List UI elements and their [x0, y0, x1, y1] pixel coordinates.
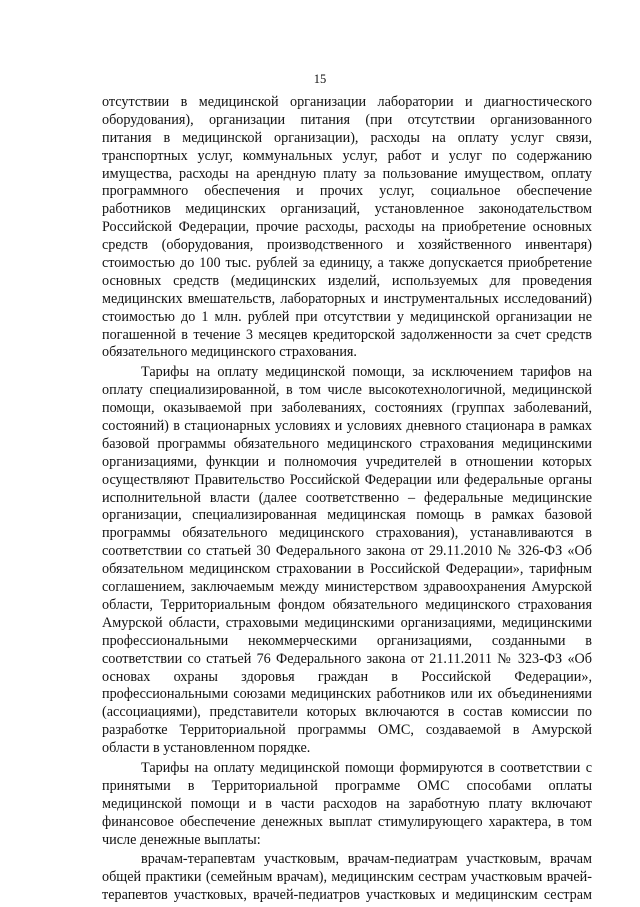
text-line: врачам-терапевтам участковым, врачам-педиатрам участковым, врачам: [141, 851, 592, 868]
text-line: медицинской помощи и в части расходов на заработную плату включают: [102, 795, 592, 812]
text-line: медицинских вмешательств, лабораторных и инструментальных исследований): [102, 290, 592, 307]
text-line: терапевтов участковых, врачей-педиатров участковых и медицинским сестрам: [102, 887, 592, 904]
text-line: исполнительной власти (далее соответственно – федеральные медицинские: [102, 489, 592, 506]
text-line: программы обязательного медицинского страхования), устанавливаются в: [102, 525, 592, 542]
text-line: оборудования), организации питания (при отсутствии организованного: [102, 111, 592, 128]
text-line: программного обеспечения и прочих услуг, социальное обеспечение: [102, 183, 592, 200]
text-line: стоимостью до 1 млн. рублей при отсутствии у медицинской организации не: [102, 308, 592, 325]
text-line: погашенной в течение 3 месяцев кредиторской задолженности за счет средств: [102, 326, 592, 343]
text-line: организациями, функции и полномочия учредителей в отношении которых: [102, 453, 592, 470]
text-line: Амурской области, страховыми медицинскими организациями, медицинскими: [102, 614, 592, 631]
text-line: области в установленном порядке.: [102, 740, 311, 757]
text-line: соответствии со статьей 76 Федерального закона от 21.11.2011 № 323-ФЗ «Об: [102, 650, 592, 667]
text-line: основных средств (медицинских изделий, используемых для проведения: [102, 272, 592, 289]
text-line: Тарифы на оплату медицинской помощи, за исключением тарифов на: [141, 364, 592, 381]
text-line: помощи, оказываемой при заболеваниях, состояниях (группах заболеваний,: [102, 400, 592, 417]
text-line: обязательного медицинского страхования.: [102, 344, 357, 361]
text-line: финансовое обеспечение денежных выплат стимулирующего характера, в том: [102, 813, 592, 830]
text-line: Российской Федерации, прочие расходы, расходы на приобретение основных: [102, 219, 592, 236]
text-line: общей практики (семейным врачам), медицинским сестрам участковым врачей-: [102, 869, 592, 886]
text-line: имущества, расходы на арендную плату за пользование имуществом, оплату: [102, 165, 592, 182]
text-line: (ассоциациями), представители которых включаются в состав комиссии по: [102, 704, 592, 721]
paragraph: [102, 364, 592, 758]
text-line: средств (оборудования, производственного и хозяйственного инвентаря): [102, 237, 592, 254]
text-line: принятыми в Территориальной программе ОМС способами оплаты: [102, 777, 592, 794]
text-line: оплату специализированной, в том числе высокотехнологичной, медицинской: [102, 382, 592, 399]
paragraph: [102, 94, 592, 362]
text-line: обязательном медицинском страховании в Российской Федерации», тарифным: [102, 561, 592, 578]
text-line: организации, специализированная медицинская помощь в рамках базовой: [102, 507, 592, 524]
text-line: соглашением, заключаемым между министерством здравоохранения Амурской: [102, 579, 592, 596]
text-line: разработке Территориальной программы ОМС, создаваемой в Амурской: [102, 722, 592, 739]
text-line: соответствии со статьей 30 Федерального закона от 29.11.2010 № 326-ФЗ «Об: [102, 543, 592, 560]
text-line: области, Территориальным фондом обязательного медицинского страхования: [102, 596, 592, 613]
text-line: отсутствии в медицинской организации лаборатории и диагностического: [102, 94, 592, 110]
text-line: работников медицинских организаций, установленное законодательством: [102, 201, 592, 218]
paragraph: [102, 760, 592, 849]
text-line: профессиональными некоммерческими организациями, созданными в: [102, 632, 592, 649]
text-line: базовой программы обязательного медицинского страхования медицинскими: [102, 435, 592, 452]
text-line: транспортных услуг, коммунальных услуг, работ и услуг по содержанию: [102, 147, 592, 164]
text-line: осуществляют Правительство Российской Федерации или федеральные органы: [102, 471, 592, 488]
text-line: профессиональными союзами медицинских работников или их объединениями: [102, 686, 592, 703]
text-line: числе денежные выплаты:: [102, 831, 261, 848]
paragraph: [102, 851, 592, 905]
text-line: стоимостью до 100 тыс. рублей за единицу, а также допускается приобретение: [102, 255, 592, 272]
document-body: [102, 94, 592, 907]
text-line: основах охраны здоровья граждан в Российской Федерации»,: [102, 668, 592, 685]
text-line: Тарифы на оплату медицинской помощи формируются в соответствии с: [141, 759, 592, 776]
text-line: состояний) в стационарных условиях и условиях дневного стационара в рамках: [102, 418, 592, 435]
page-number: 15: [313, 72, 327, 86]
text-line: питания в медицинской организации), расходы на оплату услуг связи,: [102, 129, 592, 146]
